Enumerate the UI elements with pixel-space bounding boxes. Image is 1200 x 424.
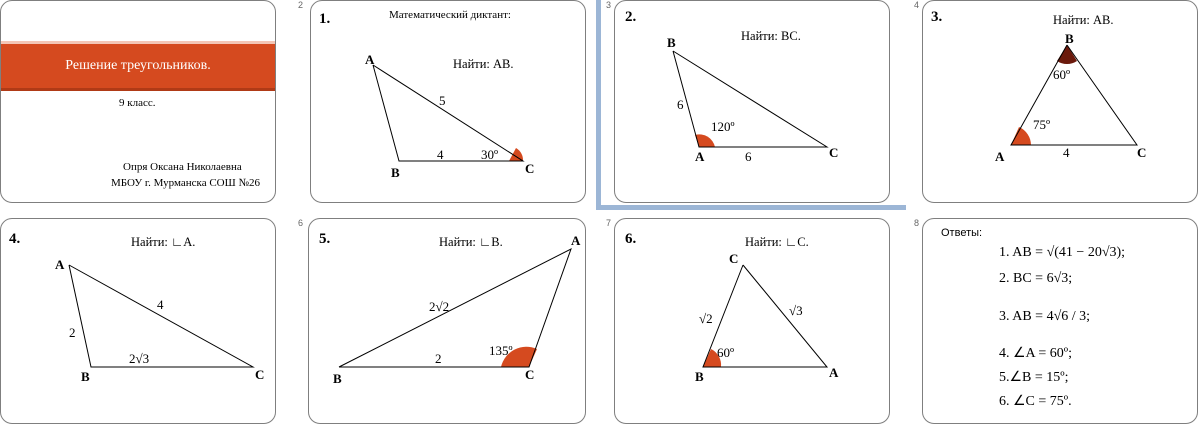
side-bc-value: 2√3 bbox=[129, 351, 150, 366]
side-ac-value: 4 bbox=[1063, 145, 1070, 160]
side-ab-value: 2 bbox=[69, 325, 76, 340]
side-ab-value: 6 bbox=[677, 97, 684, 112]
author-name: Опря Оксана Николаевна bbox=[123, 161, 242, 173]
task-number: 1. bbox=[319, 11, 331, 27]
triangle-figure bbox=[311, 1, 586, 203]
side-ac-value: 5 bbox=[439, 93, 446, 108]
task-number: 6. bbox=[625, 231, 637, 247]
vertex-label-a: A bbox=[695, 149, 705, 164]
vertex-label-c: C bbox=[525, 161, 535, 176]
vertex-label-a: A bbox=[365, 52, 375, 67]
slide-number: 2 bbox=[298, 0, 304, 10]
vertex-label-b: B bbox=[391, 165, 400, 180]
task-number: 5. bbox=[319, 231, 331, 247]
side-ac-value: 4 bbox=[157, 297, 164, 312]
vertex-label-b: B bbox=[667, 35, 676, 50]
slide-6-thumbnail[interactable] bbox=[308, 218, 586, 424]
vertex-label-c: C bbox=[729, 251, 739, 266]
triangle-figure bbox=[1, 219, 276, 424]
angle-c-value: 30º bbox=[481, 147, 499, 162]
vertex-label-b: B bbox=[1065, 31, 1074, 46]
side-bc-value: 2 bbox=[435, 351, 442, 366]
triangle-figure bbox=[615, 219, 890, 424]
side-ac-value: 6 bbox=[745, 149, 752, 164]
answer-4: 4. ∠A = 60º; bbox=[999, 346, 1073, 361]
slide-number: 3 bbox=[606, 0, 612, 10]
slide-3-thumbnail[interactable] bbox=[614, 0, 890, 203]
vertex-label-a: A bbox=[829, 365, 839, 380]
side-ca-value: √3 bbox=[789, 303, 803, 318]
angle-b-value: 60º bbox=[717, 345, 735, 360]
side-bc-value: √2 bbox=[699, 311, 713, 326]
task-text: Найти: ∟А. bbox=[131, 235, 196, 249]
side-bc-value: 4 bbox=[437, 147, 444, 162]
task-text: Найти: ВС. bbox=[741, 29, 801, 43]
task-number: 4. bbox=[9, 231, 21, 247]
vertex-label-c: C bbox=[1137, 145, 1147, 160]
vertex-label-a: A bbox=[571, 233, 581, 248]
triangle-figure bbox=[615, 1, 890, 203]
task-text: Найти: АВ. bbox=[453, 57, 514, 71]
slide-4-thumbnail[interactable] bbox=[922, 0, 1198, 203]
school-name: МБОУ г. Мурманска СОШ №26 bbox=[111, 177, 260, 189]
vertex-label-c: C bbox=[525, 367, 535, 382]
triangle-figure bbox=[923, 1, 1198, 203]
angle-b-value: 60º bbox=[1053, 67, 1071, 82]
slide-5-thumbnail[interactable] bbox=[0, 218, 276, 424]
task-text: Найти: АВ. bbox=[1053, 13, 1114, 27]
side-ab-value: 2√2 bbox=[429, 299, 450, 314]
slide-number: 8 bbox=[914, 218, 920, 228]
slide-8-thumbnail[interactable] bbox=[922, 218, 1198, 424]
vertex-label-b: B bbox=[81, 369, 90, 384]
slide-2-thumbnail[interactable] bbox=[310, 0, 586, 203]
slide-title: Решение треугольников. bbox=[1, 41, 275, 91]
slide-7-thumbnail[interactable] bbox=[614, 218, 890, 424]
angle-c-value: 135º bbox=[489, 343, 513, 358]
vertex-label-a: A bbox=[55, 257, 65, 272]
vertex-label-c: C bbox=[829, 145, 839, 160]
selection-highlight-bottom bbox=[596, 205, 906, 210]
angle-a-value: 120º bbox=[711, 119, 735, 134]
task-number: 3. bbox=[931, 9, 943, 25]
task-text: Найти: ∟С. bbox=[745, 235, 809, 249]
vertex-label-c: C bbox=[255, 367, 265, 382]
slide-header: Математический диктант: bbox=[389, 9, 511, 21]
task-text: Найти: ∟В. bbox=[439, 235, 503, 249]
slide-header: Ответы: bbox=[941, 227, 983, 239]
triangle-figure bbox=[309, 219, 586, 424]
vertex-label-b: B bbox=[333, 371, 342, 386]
answer-2: 2. BC = 6√3; bbox=[999, 271, 1073, 286]
answer-6: 6. ∠C = 75º. bbox=[999, 394, 1072, 409]
selection-highlight bbox=[596, 0, 601, 210]
slide-subtitle: 9 класс. bbox=[119, 97, 156, 109]
angle-a-value: 75º bbox=[1033, 117, 1051, 132]
slide-number: 7 bbox=[606, 218, 612, 228]
task-number: 2. bbox=[625, 9, 637, 25]
slide-number: 4 bbox=[914, 0, 920, 10]
vertex-label-a: A bbox=[995, 149, 1005, 164]
slide-1-thumbnail[interactable] bbox=[0, 0, 276, 203]
answer-1: 1. AB = √(41 − 20√3); bbox=[999, 245, 1126, 260]
answer-5: 5.∠B = 15º; bbox=[999, 370, 1069, 385]
answer-3: 3. AB = 4√6 / 3; bbox=[999, 309, 1091, 324]
vertex-label-b: B bbox=[695, 369, 704, 384]
slide-number: 6 bbox=[298, 218, 304, 228]
